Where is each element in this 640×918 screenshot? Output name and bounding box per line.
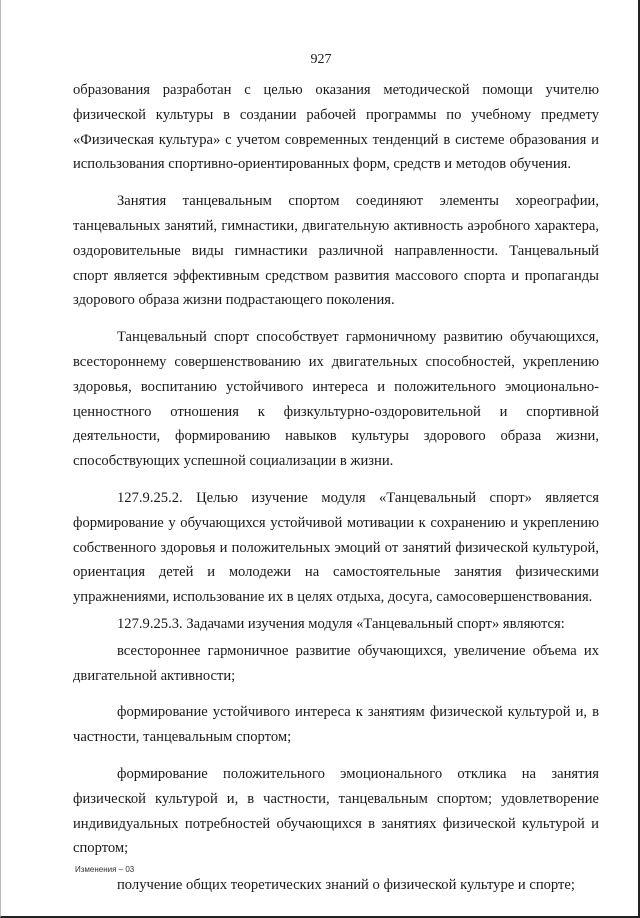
paragraph: Занятия танцевальным спортом соединяют элементы хореографии, танцевальных занятий, гимнастики, двигательную активность аэробного характера, оздоровительные виды гимнастики различной направленности. Танцевальный спорт является эффективным средством развития массового спорта и пропаганды здорового образа жизни подрастающего поколения. bbox=[73, 193, 599, 309]
list-item: получение общих теоретических знаний о физической культуре и спорте; bbox=[117, 877, 575, 894]
paragraph: 127.9.25.3. Задачами изучения модуля «Танцевальный спорт» являются: bbox=[117, 615, 565, 632]
list-item: формирование положительного эмоционального отклика на занятия физической культурой и, в частности, танцевальным спортом; удовлетворение индивидуальных потребностей обучающихся в занятиях физической культурой и спортом; bbox=[73, 765, 599, 857]
paragraph: Танцевальный спорт способствует гармоничному развитию обучающихся, всестороннему совершенствованию их двигательных способностей, укреплению здоровья, воспитанию устойчивого интереса и положительного эмоционально-ценностного отношения к физкультурно-оздоровительной и спортивной деятельности, формированию навыков культуры здорового образа жизни, способствующих успешной социализации в жизни. bbox=[73, 329, 599, 470]
list-item: всестороннее гармоничное развитие обучающихся, увеличение объема их двигательной активности; bbox=[73, 642, 599, 684]
paragraph: образования разработан с целью оказания методической помощи учителю физической культуры в создании рабочей программы по учебному предмету «Физическая культура» с учетом современных тенденций в системе образования и использования спортивно-ориентированных форм, средств и методов обучения. bbox=[73, 82, 599, 173]
revision-footer: Изменения – 03 bbox=[75, 865, 135, 874]
page-number: 927 bbox=[310, 52, 332, 67]
list-item: формирование устойчивого интереса к занятиям физической культурой и, в частности, танцевальным спортом; bbox=[73, 704, 599, 746]
document-body bbox=[73, 78, 599, 898]
paragraph: 127.9.25.2. Целью изучение модуля «Танцевальный спорт» является формирование у обучающихся устойчивой мотивации к сохранению и укреплению собственного здоровья и положительных эмоций от занятий физической культурой, ориентация детей и молодежи на самостоятельные занятия физическими упражнениями, использование их в целях отдыха, досуга, самосовершенствования. bbox=[73, 489, 599, 606]
